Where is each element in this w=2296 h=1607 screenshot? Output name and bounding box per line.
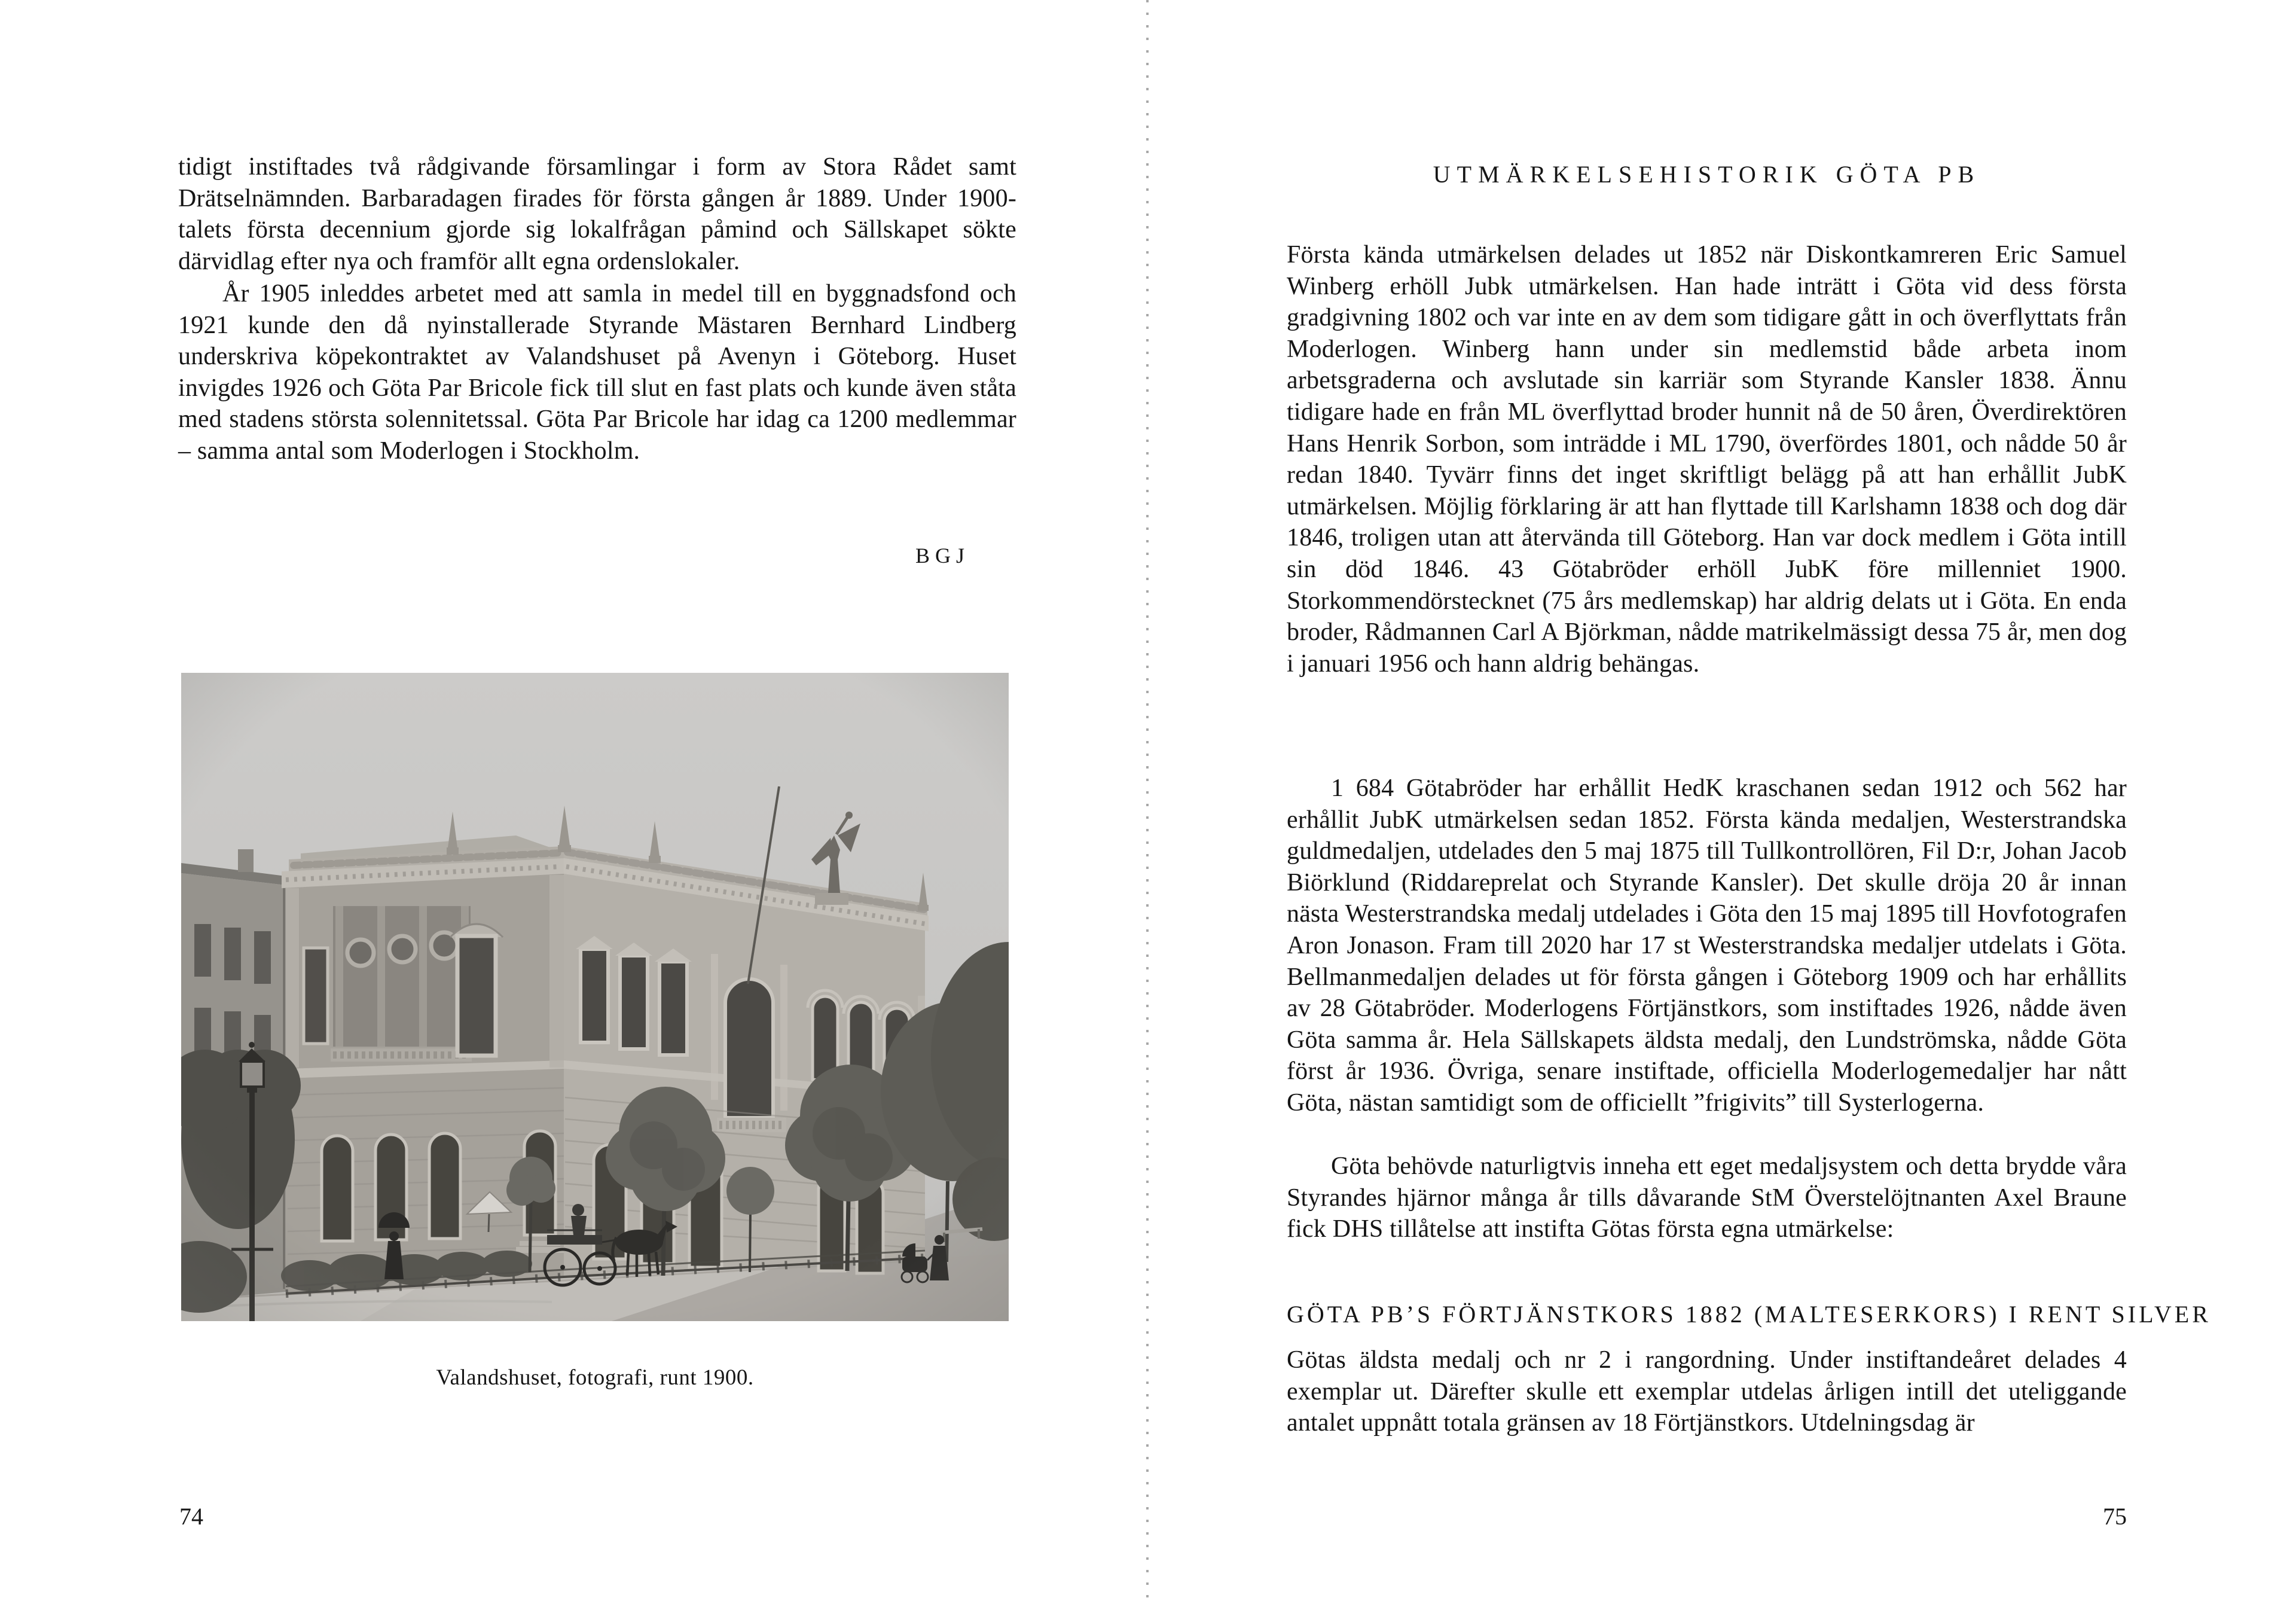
author-signature: BGJ bbox=[915, 544, 970, 568]
page-gutter-divider bbox=[1146, 0, 1149, 1607]
photo-vignette bbox=[181, 673, 1009, 1321]
photo-caption: Valandshuset, fotografi, runt 1900. bbox=[436, 1365, 754, 1390]
right-paragraph-1: Första kända utmärkelsen delades ut 1852 när Diskontkamreren Eric Samuel Winberg erhöll Jubk utmärkelsen. Han hade inträtt i Göta vid dess första gradgivning 1802 och var inte en av dem som tidigare gått in och överflyttats från Moderlogen. Winberg hann under sin medlemstid både arbeta inom arbetsgraderna och avslutade sin karriär som Styrande Kansler 1838. Ännu tidigare hade en från ML överflyttad broder hunnit nå de 50 åren, Överdirektören Hans Henrik Sorbon, som inträdde i ML 1790, överfördes 1801, och nådde 50 år redan 1840. Tyvärr finns det inget skriftligt belägg på att han erhållit JubK utmärkelsen. Möjlig förklaring är att han flyttade till Karlshamn 1838 och dog där 1846, troligen utan att återvända till Göteborg. Han var dock medlem i Göta intill sin död 1846. 43 Götabröder erhöll JubK före millenniet 1900. Storkommendörstecknet (75 års medlemskap) har aldrig delats ut i Göta. En enda broder, Rådmannen Carl A Björkman, nådde matrikelmässigt dessa 75 år, men dog i januari 1956 och hann aldrig behängas. bbox=[1287, 241, 2127, 678]
left-paragraph-2: År 1905 inleddes arbetet med att samla in medel till en byggnadsfond och 1921 kunde den då nyinstallerade Styrande Mästaren Bernhard Lindberg underskriva köpekontraktet av Valandshuset på Avenyn i Göteborg. Huset invigdes 1926 och Göta Par Bricole fick till slut en fast plats och kunde även ståta med stadens största solennitetssal. Göta Par Bricole har idag ca 1200 medlemmar – samma antal som Moderlogen i Stockholm. bbox=[178, 280, 1016, 465]
right-paragraph-4: Götas äldsta medalj och nr 2 i rangordning. Under instiftandeåret delades 4 exemplar ut. Därefter skulle ett exemplar utdelas årligen intill det uteliggande antalet uppnått totala gränsen av 18 Förtjänstkors. Utdelningsdag är bbox=[1287, 1346, 2127, 1437]
left-page-text-block-2 bbox=[178, 278, 1016, 467]
page-number-left: 74 bbox=[179, 1503, 203, 1530]
valandshuset-photo-art bbox=[181, 673, 1009, 1321]
page-number-right: 75 bbox=[2103, 1503, 2127, 1530]
section-subheading: GÖTA PB’S FÖRTJÄNSTKORS 1882 (MALTESERKORS) I RENT SILVER bbox=[1287, 1301, 2211, 1328]
right-paragraph-2: 1 684 Götabröder har erhållit HedK kraschanen sedan 1912 och 562 har erhållit JubK utmärkelsen sedan 1852. Första kända medaljen, Westerstrandska guldmedaljen, utdelades den 5 maj 1875 till Tullkontrollören, Fil D:r, Johan Jacob Biörklund (Riddareprelat och Styrande Kansler). Det skulle dröja 20 år innan nästa Westerstrandska medalj utdelades i Göta den 15 maj 1895 till Hovfotografen Aron Jonason. Fram till 2020 har 17 st Westerstrandska medaljer utdelats i Göta. Bellmanmedaljen delades ut för första gången i Göteborg 1909 och har erhållits av 28 Götabröder. Moderlogens Förtjänstkors, som instiftades 1926, nådde även Göta samma år. Hela Sällskapets äldsta medalj, den Lundströmska, nådde Göta först år 1936. Övriga, senare instiftade, officiella Moderlogemedaljer har nått Göta, nästan samtidigt som de officiellt ”frigivits” till Systerlogerna. bbox=[1287, 774, 2127, 1117]
left-page-text-block bbox=[178, 151, 1016, 277]
left-paragraph-1: tidigt instiftades två rådgivande församlingar i form av Stora Rådet samt Drätselnämnden. Barbaradagen firades för första gången år 1889. Under 1900-talets första decennium gjorde sig lokalfrågan påmind och Sällskapet sökte därvidlag efter nya och framför allt egna ordenslokaler. bbox=[178, 153, 1016, 275]
right-paragraph-3: Göta behövde naturligtvis inneha ett eget medaljsystem och detta brydde våra Styrandes hjärnor många år tills dåvarande StM Överstelöjtnanten Axel Braune fick DHS tillåtelse att instifta Götas första egna utmärkelse: bbox=[1287, 1152, 2127, 1243]
valandshuset-photo bbox=[181, 673, 1009, 1321]
running-head: UTMÄRKELSEHISTORIK GÖTA PB bbox=[1433, 161, 1981, 188]
